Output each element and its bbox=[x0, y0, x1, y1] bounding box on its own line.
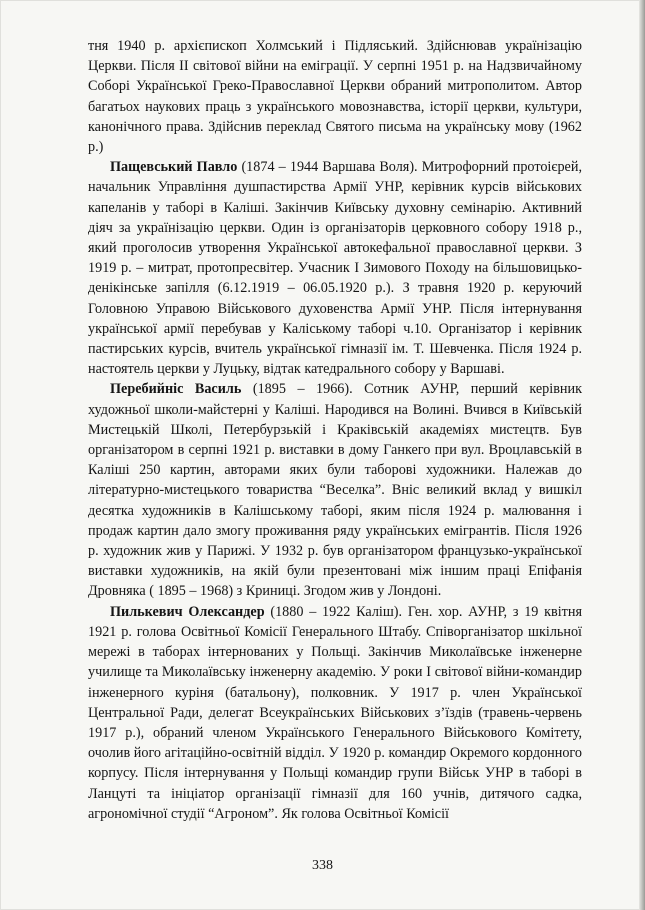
scan-edge bbox=[639, 0, 645, 910]
entry-text: (1895 – 1966). Сотник АУНР, перший керівник художньої школи-майстерні у Каліші. Народився на Волині. Вчився в Київській Мистецькій Школі, Петербурзькій і Краківській академіях мистецтв. Був організатором в серпні 1921 р. виставки в дому Ганкего при вул. Вроцлавській в Каліші 250 картин, авторами яких були таборові художники. Належав до літературно-мистецького товариства “Веселка”. Вніс великий вклад у вишкіл десятка художників в Калішському таборі, яким після 1924 р. малювання і продаж картин дало змогу проживання ряду українських емігрантів. Після 1926 р. художник жив у Парижі. У 1932 р. був організатором французько-української виставки художників, на якій були презентовані між іншим праці Епіфанія Дровняка ( 1895 – 1968) з Криниці. Згодом жив у Лондоні. bbox=[88, 381, 582, 600]
entry-name: Пилькевич Олександер bbox=[110, 603, 265, 620]
entry-perebyinis bbox=[88, 379, 582, 601]
body-text bbox=[88, 36, 582, 824]
opening-paragraph: тня 1940 р. архієпископ Холмський і Підляський. Здійснював українізацію Церкви. Після II світової війни на еміграції. У серпні 1951 р. на Надзвичайному Соборі Української Греко-Православної Церкви обраний митрополитом. Автор багатьох наукових праць з українського мовознавства, історії церкви, культури, канонічного права. Здійснив переклад Святого письма на українську мову (1962 р.) bbox=[88, 38, 582, 156]
entry-pashchevsky bbox=[88, 157, 582, 379]
entry-name: Перебийніс Василь bbox=[110, 381, 242, 398]
entry-text: (1880 – 1922 Каліш). Ген. хор. АУНР, з 19 квітня 1921 р. голова Освітньої Комісії Генерального Штабу. Співорганізатор шкільної мережі в таборах інтернованих у Польщі. Закінчив Миколаївське інженерне училище та Миколаївську інженерну академію. У роки І світової війни-командир інженерного куріня (батальону), полковник. У 1917 р. член Української Центральної Ради, делегат Всеукраїнських Військових з’їздів (травень-червень 1917 р.), обраний членом Українського Генерального Військового Комітету, очолив його агітаційно-освітній відділ. У 1920 р. командир Окремого кордонного корпусу. Після інтернування у Польщі командир групи Військ УНР в таборі в Ланцуті та ініціатор організації гімназії для 160 учнів, дитячого садка, агрономічної студії “Агроном”. Як голова Освітньої Комісії bbox=[88, 603, 582, 822]
entry-text: (1874 – 1944 Варшава Воля). Митрофорний протоієрей, начальник Управління душпастирства Армії УНР, керівник курсів військових капеланів у таборі в Каліші. Закінчив Київську духовну семінарію. Активний діяч за українізацію церкви. Один із організаторів церковного собору 1918 р., який проголосив утворення Української автокефальної православної церкви. З 1919 р. – митрат, протопресвітер. Учасник І Зимового Походу на більшовицько-денікінське запілля (6.12.1919 – 06.05.1920 р.). З травня 1920 р. керуючий Головною Управою Військового духовенства Армії УНР. Після інтернування української армії перебував у Каліському таборі ч.10. Організатор і керівник пастирських курсів, вчитель української гімназії ім. Т. Шевченка. Після 1924 р. настоятель церкви у Луцьку, відтак катедрального собору у Варшаві. bbox=[88, 159, 582, 378]
page-number: 338 bbox=[312, 858, 333, 873]
entry-pylkevych bbox=[88, 602, 582, 824]
entry-name: Пащевський Павло bbox=[110, 159, 238, 176]
